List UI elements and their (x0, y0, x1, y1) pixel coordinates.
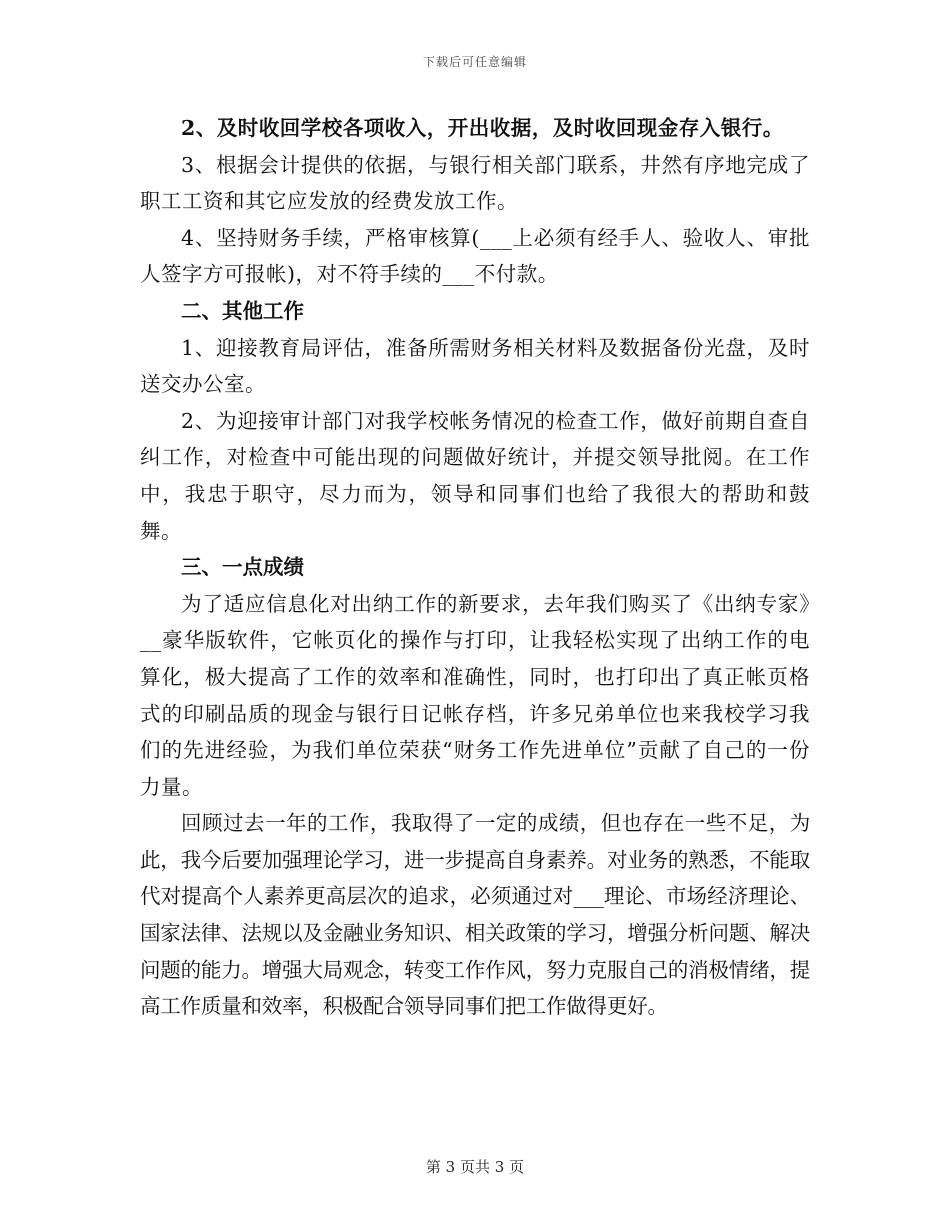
paragraph-audit: 2、为迎接审计部门对我学校帐务情况的检查工作，做好前期自查自纠工作，对检查中可能出现的问题做好统计，并提交领导批阅。在工作中，我忠于职守，尽力而为，领导和同事们也给了我很大的帮助和鼓舞。 (140, 408, 810, 543)
section-heading-other-work: 二、其他工作 (181, 298, 304, 323)
document-body (140, 110, 810, 1025)
paragraph-evaluation: 1、迎接教育局评估，准备所需财务相关材料及数据备份光盘，及时送交办公室。 (140, 335, 810, 397)
paragraph-item-3-wages: 3、根据会计提供的依据，与银行相关部门联系，井然有序地完成了职工工资和其它应发放的经费发放工作。 (140, 152, 810, 214)
paragraph-item-4-procedures: 4、坚持财务手续，严格审核算(___上必须有经手人、验收人、审批人签字方可报帐)，对不符手续的___不付款。 (140, 225, 810, 287)
paragraph-item-2-income: 2、及时收回学校各项收入，开出收据，及时收回现金存入银行。 (181, 116, 784, 140)
page-number-footer: 第 3 页共 3 页 (425, 1158, 525, 1176)
paragraph-software: 为了适应信息化对出纳工作的新要求，去年我们购买了《出纳专家》__豪华版软件，它帐页化的操作与打印，让我轻松实现了出纳工作的电算化，极大提高了工作的效率和准确性，同时，也打印出了真正帐页格式的印刷品质的现金与银行日记帐存档，许多兄弟单位也来我校学习我们的先进经验，为我们单位荣获“财务工作先进单位”贡献了自己的一份力量。 (140, 591, 810, 799)
section-heading-achievements: 三、一点成绩 (181, 555, 304, 580)
paragraph-review: 回顾过去一年的工作，我取得了一定的成绩，但也存在一些不足，为此，我今后要加强理论学习，进一步提高自身素养。对业务的熟悉，不能取代对提高个人素养更高层次的追求，必须通过对___理论、市场经济理论、国家法律、法规以及金融业务知识、相关政策的学习，增强分析问题、解决问题的能力。增强大局观念，转变工作作风，努力克服自己的消极情绪，提高工作质量和效率，积极配合领导同事们把工作做得更好。 (140, 811, 810, 1019)
page-header: 下载后可任意编辑 (422, 55, 527, 69)
